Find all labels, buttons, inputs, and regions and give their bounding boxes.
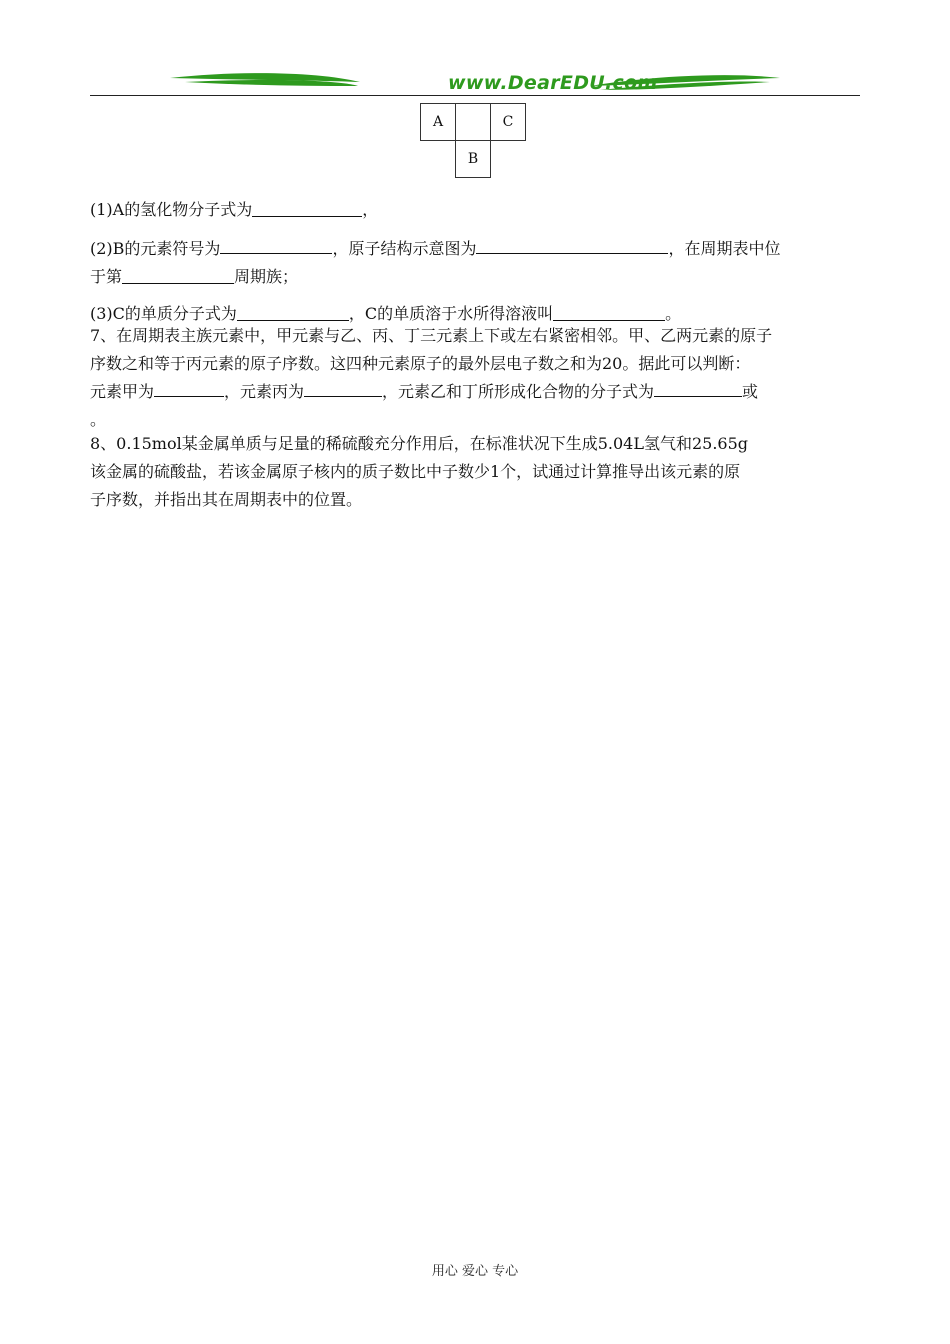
cell-a: A <box>420 103 456 141</box>
question-text: 该金属的硫酸盐，若该金属原子核内的质子数比中子数少1个，试通过计算推导出该元素的原 <box>90 462 741 481</box>
cell-b: B <box>455 140 491 178</box>
question-text: ， <box>362 200 379 219</box>
cell-c: C <box>490 103 526 141</box>
cell-empty <box>455 103 491 141</box>
question-8 <box>90 430 860 514</box>
question-text: 于第 <box>90 267 123 286</box>
answer-blank[interactable] <box>237 302 349 321</box>
answer-blank[interactable] <box>252 198 362 217</box>
question-text: 周期族； <box>234 267 299 286</box>
answer-blank[interactable] <box>304 378 382 397</box>
question-text: 序数之和等于丙元素的原子序数。这四种元素原子的最外层电子数之和为20。据此可以判断： <box>90 354 751 373</box>
question-text: (1)A的氢化物分子式为 <box>90 200 253 219</box>
question-text: 元素甲为 <box>90 382 155 401</box>
question-text: (3)C的单质分子式为 <box>90 304 237 323</box>
question-text: ，C的单质溶于水所得溶液叫 <box>348 304 554 323</box>
header-divider <box>90 95 860 96</box>
question-text: ，元素丙为 <box>224 382 305 401</box>
answer-blank[interactable] <box>654 378 742 397</box>
question-text: 或 <box>742 382 759 401</box>
answer-blank[interactable] <box>220 235 332 254</box>
question-text: 。 <box>90 410 107 429</box>
question-text: 。 <box>665 304 682 323</box>
question-text: 7、在周期表主族元素中，甲元素与乙、丙、丁三元素上下或左右紧密相邻。甲、乙两元素的原子 <box>90 326 773 345</box>
question-text: ，原子结构示意图为 <box>332 239 477 258</box>
answer-blank[interactable] <box>154 378 224 397</box>
question-text: 子序数，并指出其在周期表中的位置。 <box>90 490 363 509</box>
question-2 <box>90 235 860 291</box>
question-1 <box>90 196 860 224</box>
answer-blank[interactable] <box>122 265 234 284</box>
question-text: ，元素乙和丁所形成化合物的分子式为 <box>382 382 655 401</box>
answer-blank[interactable] <box>476 235 668 254</box>
question-text: ，在周期表中位 <box>668 239 781 258</box>
question-text: (2)B的元素符号为 <box>90 239 221 258</box>
page-footer: 用心 爱心 专心 <box>431 1264 519 1279</box>
site-logo: www.DearEDU.com <box>448 72 658 94</box>
answer-blank[interactable] <box>553 302 665 321</box>
question-text: 8、0.15mol某金属单质与足量的稀硫酸充分作用后，在标准状况下生成5.04L氢气和25.65g <box>90 434 749 453</box>
question-7 <box>90 322 860 434</box>
site-header <box>90 66 860 98</box>
